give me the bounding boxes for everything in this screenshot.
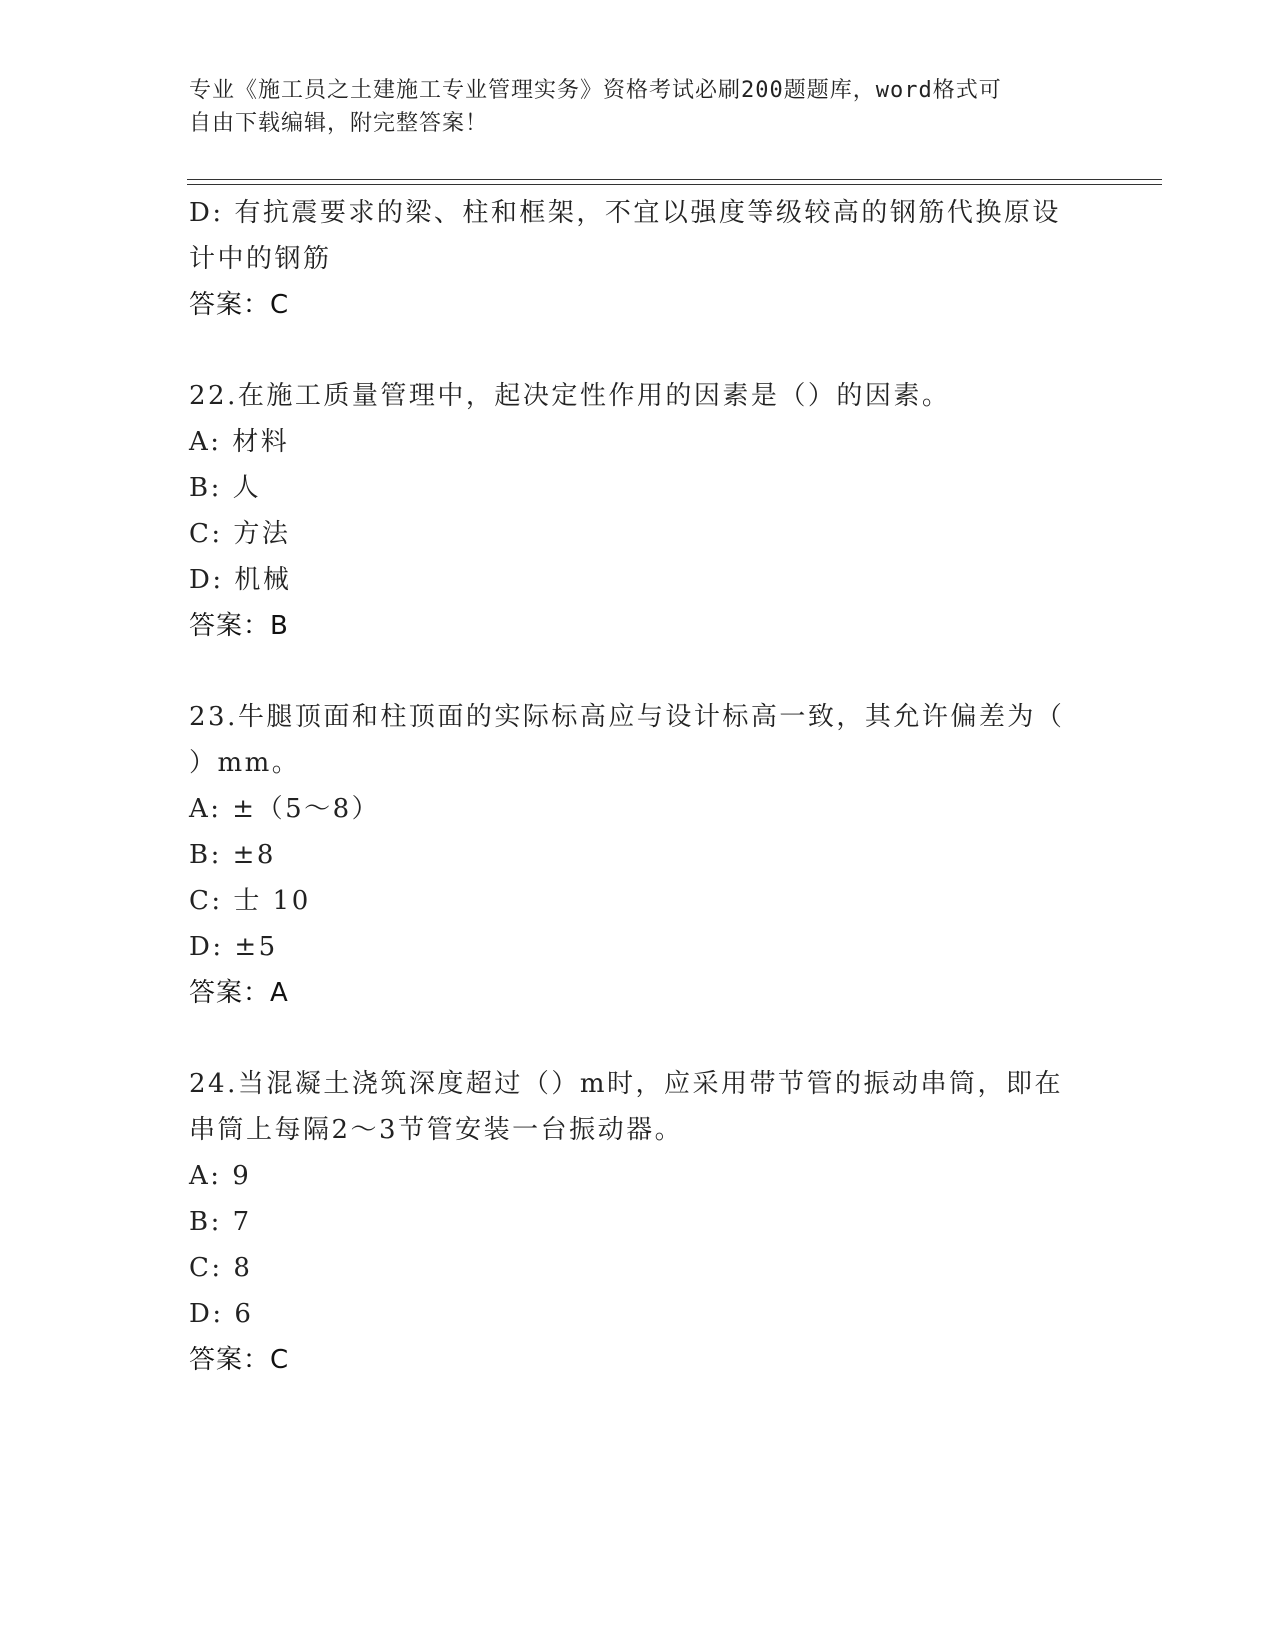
question-stem-line-1: 24.当混凝土浇筑深度超过（）m时，应采用带节管的振动串筒，即在 xyxy=(189,1069,1064,1099)
header-title-line-2: 自由下载编辑，附完整答案！ xyxy=(189,111,489,136)
option-d-line-2: 计中的钢筋 xyxy=(189,244,332,274)
header-title-line-1: 专业《施工员之土建施工专业管理实务》资格考试必刷200题题库，word格式可 xyxy=(189,78,1002,103)
option-d: D: 机械 xyxy=(189,565,292,595)
option-d-line-1: D: 有抗震要求的梁、柱和框架，不宜以强度等级较高的钢筋代换原设 xyxy=(189,198,1061,228)
option-b: B: 7 xyxy=(189,1207,252,1237)
question-list xyxy=(189,190,1089,1383)
header-divider-top xyxy=(187,179,1162,180)
question-24 xyxy=(189,1061,1089,1383)
question-21-tail xyxy=(189,190,1089,328)
spacer xyxy=(189,649,1089,694)
question-stem-line-1: 23.牛腿顶面和柱顶面的实际标高应与设计标高一致，其允许偏差为（ xyxy=(189,702,1065,732)
option-b: B: ±8 xyxy=(189,840,276,870)
answer-21: 答案：C xyxy=(189,290,290,320)
header-divider-bottom xyxy=(187,184,1162,185)
question-23 xyxy=(189,694,1089,1016)
option-a: A: ±（5～8） xyxy=(189,794,381,824)
option-b: B: 人 xyxy=(189,473,262,503)
option-c: C: 士 10 xyxy=(189,886,311,916)
option-d: D: ±5 xyxy=(189,932,278,962)
option-c: C: 方法 xyxy=(189,519,291,549)
option-a: A: 9 xyxy=(189,1161,252,1191)
answer-22: 答案：B xyxy=(189,611,289,641)
question-stem-line-2: 串筒上每隔2～3节管安装一台振动器。 xyxy=(189,1115,684,1145)
answer-23: 答案：A xyxy=(189,978,289,1008)
question-22 xyxy=(189,373,1089,649)
spacer xyxy=(189,328,1089,373)
document-header xyxy=(189,74,1069,140)
option-d: D: 6 xyxy=(189,1299,254,1329)
question-stem: 22.在施工质量管理中，起决定性作用的因素是（）的因素。 xyxy=(189,381,951,411)
option-c: C: 8 xyxy=(189,1253,253,1283)
answer-24: 答案：C xyxy=(189,1345,290,1375)
spacer xyxy=(189,1016,1089,1061)
option-a: A: 材料 xyxy=(189,427,290,457)
question-stem-line-2: ）mm。 xyxy=(189,748,301,778)
